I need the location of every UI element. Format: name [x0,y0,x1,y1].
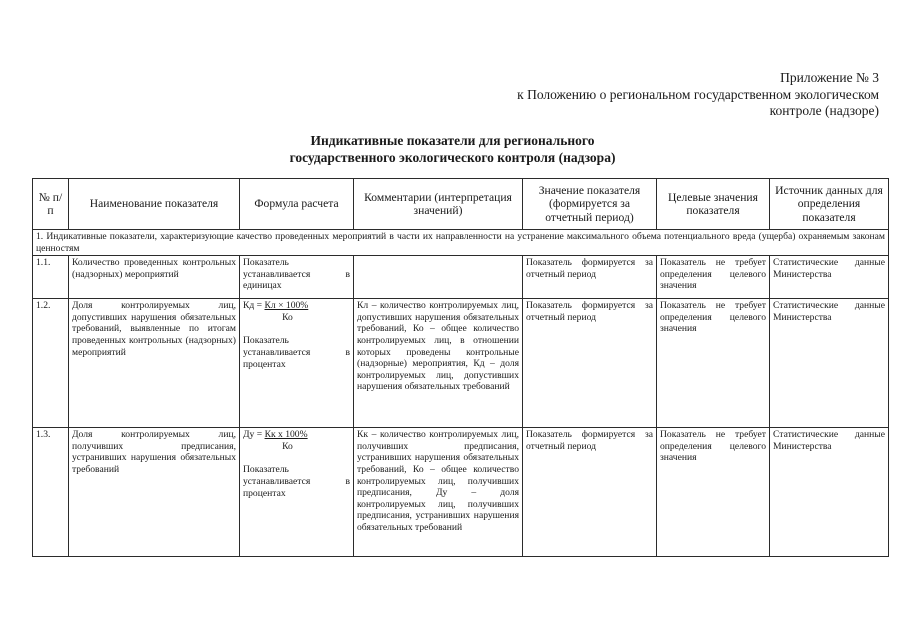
row-num: 1.3. [33,428,69,557]
formula-denominator: Ко [282,311,293,323]
row-comments: Кк – количество контролируемых лиц, получивших предписания, устранивших нарушения обязательных требований, Ко – общее количество контролируемых лиц, получивших предписания, Ду – доля контролируемых лиц, получивших предписания, устранивших нарушения обязательных требований [354,428,523,557]
row-comments [354,256,523,299]
formula-note: Показатель устанавливается в процентах [243,335,350,370]
header-source: Источник данных для определения показателя [770,179,889,230]
formula-numerator: Кк х 100% [264,429,308,441]
row-source: Статистические данные Министерства [770,299,889,428]
table-row [33,256,889,299]
row-formula [240,428,354,557]
document-title-line-2: государственного экологического контроля (надзора) [289,150,616,165]
row-name: Доля контролируемых лиц, допустивших нарушения обязательных требований, выявленные по итогам проведенных контрольных (надзорных) мероприятий [69,299,240,428]
row-source: Статистические данные Министерства [770,428,889,557]
row-formula [240,256,354,299]
appendix-line-3: контроле (надзоре) [769,103,879,118]
table-header-row [33,179,889,230]
formula-prefix: Ду = [243,429,265,441]
section-row [33,230,889,256]
header-num: № п/п [33,179,69,230]
row-value: Показатель формируется за отчетный период [523,299,657,428]
row-target: Показатель не требует определения целевого значения [657,256,770,299]
formula-spacer [243,452,350,464]
row-comments: Кл – количество контролируемых лиц, допустивших нарушения обязательных требований, Ко – общее количество контролируемых лиц, в отношении которых проведены контрольные (надзорные) мероприятия, Кд – доля контролируемых лиц, допустивших нарушения обязательных требований [354,299,523,428]
formula-denominator: Ко [282,440,293,452]
header-target: Целевые значения показателя [657,179,770,230]
row-formula [240,299,354,428]
appendix-header [459,70,879,120]
row-value: Показатель формируется за отчетный период [523,428,657,557]
table-row [33,299,889,428]
row-name: Количество проведенных контрольных (надзорных) мероприятий [69,256,240,299]
header-comments: Комментарии (интерпретация значений) [354,179,523,230]
indicators-table [32,178,889,557]
row-num: 1.2. [33,299,69,428]
row-target: Показатель не требует определения целевого значения [657,428,770,557]
row-target: Показатель не требует определения целевого значения [657,299,770,428]
appendix-line-2: к Положению о региональном государственном экологическом [517,86,879,102]
formula-spacer [243,323,350,335]
row-source: Статистические данные Министерства [770,256,889,299]
header-value: Значение показателя (формируется за отчетный период) [523,179,657,230]
appendix-line-1: Приложение № 3 [780,70,879,85]
row-num: 1.1. [33,256,69,299]
row-value: Показатель формируется за отчетный период [523,256,657,299]
formula-expression [243,429,350,441]
header-name: Наименование показателя [69,179,240,230]
table-row [33,428,889,557]
formula-note: Показатель устанавливается в процентах [243,464,350,499]
document-title-line-1: Индикативные показатели для регионального [310,133,595,148]
header-formula: Формула расчета [240,179,354,230]
formula-numerator: Кл × 100% [264,300,309,312]
formula-prefix: Кд = [243,300,265,312]
formula-expression [243,300,350,312]
row-name: Доля контролируемых лиц, получивших предписания, устранивших нарушения обязательных требований [69,428,240,557]
document-title [0,132,905,166]
section-heading: 1. Индикативные показатели, характеризующие качество проведенных мероприятий в части их направленности на устранение максимального объема потенциального вреда (ущерба) охраняемым законам ценностям [33,230,889,256]
formula-note: Показатель устанавливается в единицах [243,257,350,292]
